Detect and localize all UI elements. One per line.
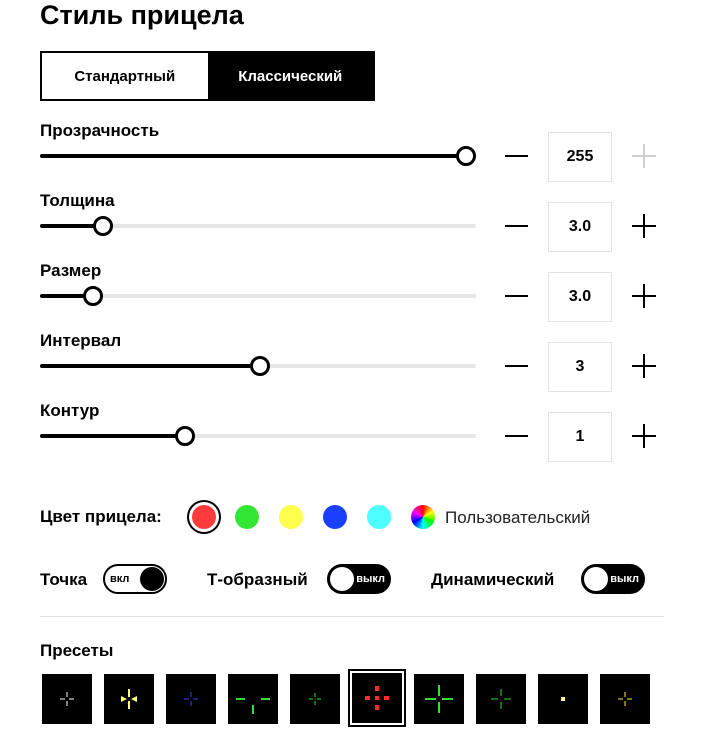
presets-label: Пресеты <box>40 641 114 660</box>
crosshair-preview-icon <box>290 674 340 724</box>
increment-button-outline[interactable] <box>631 423 657 449</box>
preset-9[interactable] <box>538 674 588 724</box>
decrement-button-gap[interactable] <box>504 356 528 376</box>
plus-icon-stem <box>643 284 645 308</box>
crosshair-preview-icon <box>166 674 216 724</box>
preset-3[interactable] <box>166 674 216 724</box>
value-field-opacity[interactable]: 255 <box>548 132 612 182</box>
slider-fill <box>40 154 466 158</box>
slider-row-size <box>0 261 711 331</box>
toggle-dot[interactable] <box>103 564 167 594</box>
slider-track-thickness[interactable] <box>40 224 476 228</box>
slider-fill <box>40 364 260 368</box>
slider-label-thickness: Толщина <box>40 191 115 210</box>
color-label: Цвет прицела: <box>40 507 162 526</box>
color-row <box>40 500 680 534</box>
slider-row-thickness <box>0 191 711 261</box>
custom-color-icon[interactable] <box>411 505 435 529</box>
slider-label-gap: Интервал <box>40 331 122 350</box>
slider-track-gap[interactable] <box>40 364 476 368</box>
minus-icon <box>505 365 528 367</box>
crosshair-preview-icon <box>414 674 464 724</box>
slider-fill <box>40 434 185 438</box>
decrement-button-outline[interactable] <box>504 426 528 446</box>
plus-icon-stem <box>643 214 645 238</box>
slider-thumb[interactable] <box>456 146 476 166</box>
toggle-knob <box>140 567 164 591</box>
slider-thumb[interactable] <box>175 426 195 446</box>
slider-label-size: Размер <box>40 261 102 280</box>
crosshair-preview-icon <box>42 674 92 724</box>
preset-8[interactable] <box>476 674 526 724</box>
custom-color-label[interactable]: Пользовательский <box>445 508 591 527</box>
slider-label-outline: Контур <box>40 401 100 420</box>
slider-row-opacity <box>0 121 711 191</box>
plus-icon-stem <box>643 354 645 378</box>
minus-icon <box>505 225 528 227</box>
value-field-outline[interactable]: 1 <box>548 412 612 462</box>
plus-icon-stem <box>643 424 645 448</box>
crosshair-preview-icon <box>538 674 588 724</box>
crosshair-preview-icon <box>228 674 278 724</box>
slider-thumb[interactable] <box>83 286 103 306</box>
slider-row-gap <box>0 331 711 401</box>
page-title: Стиль прицела <box>40 0 244 30</box>
style-tabs <box>40 51 375 101</box>
increment-button-size[interactable] <box>631 283 657 309</box>
preset-7[interactable] <box>414 674 464 724</box>
tab-standard[interactable]: Стандартный <box>74 67 176 85</box>
decrement-button-thickness[interactable] <box>504 216 528 236</box>
toggle-t-shape-state: выкл <box>356 573 385 585</box>
toggle-dot-state: вкл <box>110 573 130 585</box>
decrement-button-opacity[interactable] <box>504 146 528 166</box>
value-field-size[interactable]: 3.0 <box>548 272 612 322</box>
toggle-knob <box>330 567 354 591</box>
slider-thumb[interactable] <box>250 356 270 376</box>
preset-5[interactable] <box>290 674 340 724</box>
tab-classic[interactable]: Классический <box>208 53 374 99</box>
increment-button-opacity[interactable] <box>631 143 657 169</box>
slider-label-opacity: Прозрачность <box>40 121 160 140</box>
increment-button-gap[interactable] <box>631 353 657 379</box>
color-swatch-blue[interactable] <box>323 505 347 529</box>
toggle-knob <box>584 567 608 591</box>
preset-10[interactable] <box>600 674 650 724</box>
value-field-gap[interactable]: 3 <box>548 342 612 392</box>
crosshair-preview-icon <box>600 674 650 724</box>
toggle-row <box>0 562 711 596</box>
toggle-t-shape[interactable] <box>327 564 391 594</box>
minus-icon <box>505 295 528 297</box>
slider-track-opacity[interactable] <box>40 154 476 158</box>
color-swatch-yellow[interactable] <box>279 505 303 529</box>
preset-2[interactable] <box>104 674 154 724</box>
value-field-thickness[interactable]: 3.0 <box>548 202 612 252</box>
toggle-dynamic-state: выкл <box>610 573 639 585</box>
crosshair-preview-icon <box>476 674 526 724</box>
toggle-label-dynamic: Динамический <box>431 570 555 589</box>
color-swatch-cyan[interactable] <box>367 505 391 529</box>
color-swatch-green[interactable] <box>235 505 259 529</box>
slider-thumb[interactable] <box>93 216 113 236</box>
crosshair-preview-icon <box>350 671 404 725</box>
toggle-dynamic[interactable] <box>581 564 645 594</box>
minus-icon <box>505 435 528 437</box>
preset-6[interactable] <box>348 669 406 727</box>
color-swatch-red[interactable] <box>192 505 216 529</box>
minus-icon <box>505 155 528 157</box>
plus-icon-stem <box>643 144 645 168</box>
preset-4[interactable] <box>228 674 278 724</box>
increment-button-thickness[interactable] <box>631 213 657 239</box>
preset-1[interactable] <box>42 674 92 724</box>
toggle-label-dot: Точка <box>40 570 88 589</box>
crosshair-preview-icon <box>104 674 154 724</box>
slider-track-outline[interactable] <box>40 434 476 438</box>
slider-row-outline <box>0 401 711 471</box>
decrement-button-size[interactable] <box>504 286 528 306</box>
toggle-label-t-shape: Т-образный <box>207 570 308 589</box>
slider-track-size[interactable] <box>40 294 476 298</box>
divider <box>40 616 664 617</box>
